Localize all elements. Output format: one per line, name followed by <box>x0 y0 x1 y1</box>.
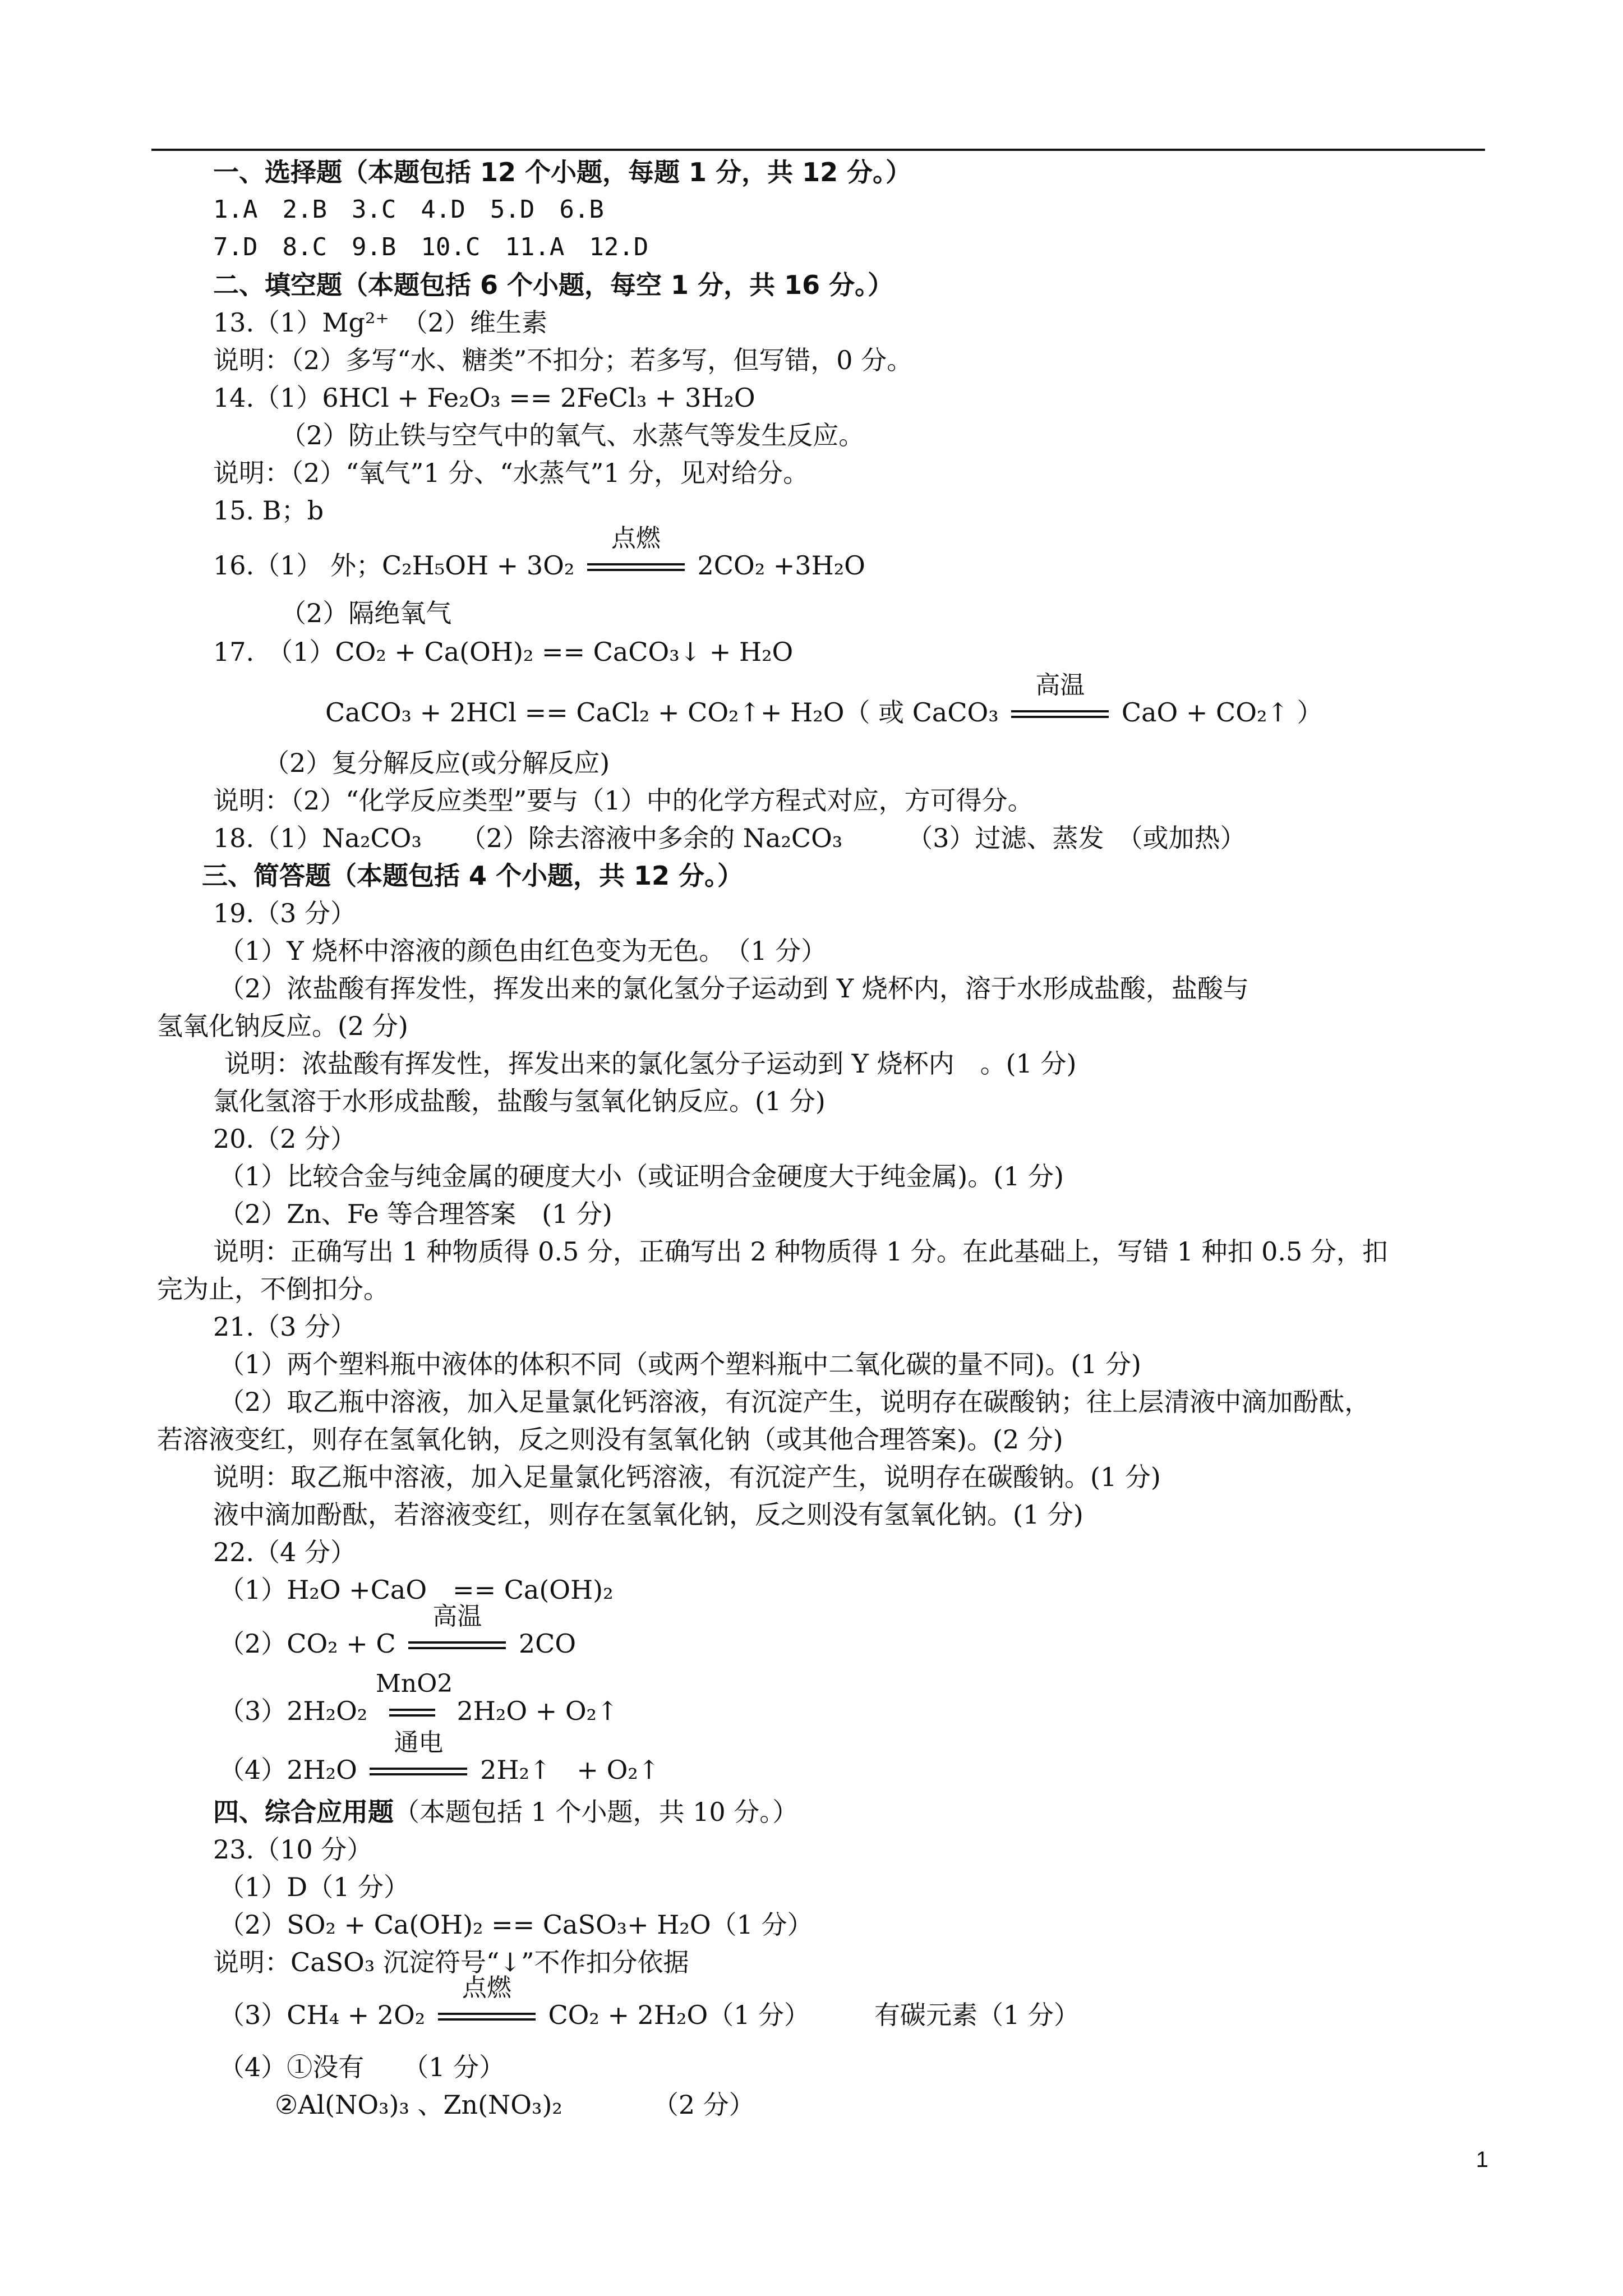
q15: 15. B；b <box>213 495 324 526</box>
q23-part1: （1）D（1 分） <box>219 1872 410 1902</box>
q23-part3 <box>219 1973 1080 2032</box>
reaction-condition: 点燃 <box>462 1973 511 2002</box>
q19-part2-line2: 氢氧化钠反应。(2 分) <box>157 1011 408 1041</box>
q22-eq1: （1）H₂O +CaO == Ca(OH)₂ <box>219 1575 614 1605</box>
q14-part1: 14.（1）6HCl + Fe₂O₃ == 2FeCl₃ + 3H₂O <box>213 383 755 413</box>
reaction-condition: MnO2 <box>375 1669 453 1698</box>
q19-note-line2: 氯化氢溶于水形成盐酸，盐酸与氢氧化钠反应。(1 分) <box>213 1086 826 1116</box>
q20-note-line2: 完为止，不倒扣分。 <box>157 1274 389 1304</box>
q17-note: 说明：（2）“化学反应类型”要与（1）中的化学方程式对应，方可得分。 <box>213 785 1034 816</box>
section-1-title: 一、选择题（本题包括 12 个小题，每题 1 分，共 12 分。） <box>213 157 912 187</box>
q17-lhs: CaCO₃ + 2HCl == CaCl₂ + CO₂↑+ H₂O（ 或 CaCO₃ <box>325 697 999 728</box>
q21-note-line1: 说明：取乙瓶中溶液，加入足量氯化钙溶液，有沉淀产生，说明存在碳酸钠。(1 分) <box>213 1462 1161 1492</box>
q22-eq3-rhs: 2H₂O + O₂↑ <box>457 1696 619 1726</box>
q17-part2: （2）复分解反应(或分解反应) <box>264 748 610 778</box>
q16-part2: （2）隔绝氧气 <box>280 598 452 628</box>
q21-part2-line1: （2）取乙瓶中溶液，加入足量氯化钙溶液，有沉淀产生，说明存在碳酸钠；往上层清液中滴加酚酞， <box>219 1387 1371 1417</box>
reaction-condition: 通电 <box>394 1728 444 1757</box>
reaction-condition: 高温 <box>432 1602 482 1631</box>
q20-part1: （1）比较合金与纯金属的硬度大小（或证明合金硬度大于纯金属)。(1 分) <box>219 1161 1064 1191</box>
q23-note: 说明：CaSO₃ 沉淀符号“↓”不作扣分依据 <box>213 1947 689 1977</box>
q19: 19.（3 分） <box>213 898 357 928</box>
section-2-title: 二、填空题（本题包括 6 个小题，每空 1 分，共 16 分。） <box>213 270 894 300</box>
section-4-heading: 四、综合应用题 <box>213 1797 394 1827</box>
q21-part2-line2: 若溶液变红，则存在氢氧化钠，反之则没有氢氧化钠（或其他合理答案)。(2 分) <box>157 1424 1063 1455</box>
reaction-condition: 高温 <box>1035 671 1085 700</box>
q22-eq4 <box>219 1728 660 1787</box>
q20: 20.（2 分） <box>213 1124 357 1154</box>
q23-part4-answer: ②Al(NO₃)₃ 、Zn(NO₃)₂ （2 分） <box>275 2090 755 2120</box>
page-number: 1 <box>1476 2147 1488 2172</box>
q22-eq4-rhs: 2H₂↑ + O₂↑ <box>480 1755 660 1785</box>
reaction-arrow <box>404 1602 510 1660</box>
q22-eq2-rhs: 2CO <box>518 1628 577 1659</box>
q17-equation-2 <box>325 671 1323 729</box>
q19-part2-line1: （2）浓盐酸有挥发性，挥发出来的氯化氢分子运动到 Y 烧杯内，溶于水形成盐酸，盐酸与 <box>219 973 1249 1004</box>
section-4-title <box>213 1795 798 1829</box>
q22-eq2 <box>219 1602 577 1660</box>
q21-note-line2: 液中滴加酚酞，若溶液变红，则存在氢氧化钠，反之则没有氢氧化钠。(1 分) <box>213 1499 1083 1530</box>
q16-equation <box>213 524 865 582</box>
q17-part1: 17. （1）CO₂ + Ca(OH)₂ == CaCO₃↓ + H₂O <box>213 637 794 667</box>
answers-row-1: 1.A 2.B 3.C 4.D 5.D 6.B <box>213 195 604 224</box>
reaction-arrow <box>1007 671 1113 729</box>
q23: 23.（10 分） <box>213 1834 373 1865</box>
q14-part2: （2）防止铁与空气中的氧气、水蒸气等发生反应。 <box>280 420 865 450</box>
q19-part1: （1）Y 烧杯中溶液的颜色由红色变为无色。 （1 分） <box>219 936 827 966</box>
q14-note: 说明：（2）“氧气”1 分、“水蒸气”1 分，见对给分。 <box>213 458 809 488</box>
reaction-arrow <box>375 1669 453 1728</box>
q16-lhs: 16.（1） 外；C₂H₅OH + 3O₂ <box>213 550 575 581</box>
q21: 21.（3 分） <box>213 1312 357 1342</box>
q23-part4: （4）①没有 （1 分） <box>219 2052 505 2082</box>
q22-eq2-lhs: （2）CO₂ + C <box>219 1628 396 1659</box>
section-3-title: 三、简答题（本题包括 4 个小题，共 12 分。） <box>202 861 744 891</box>
q22-eq3-lhs: （3）2H₂O₂ <box>219 1696 368 1726</box>
q18: 18.（1）Na₂CO₃ （2）除去溶液中多余的 Na₂CO₃ （3）过滤、蒸发 （或加热） <box>213 823 1246 853</box>
reaction-condition: 点燃 <box>611 524 661 553</box>
q19-note-line1: 说明：浓盐酸有挥发性，挥发出来的氯化氢分子运动到 Y 烧杯内 。(1 分) <box>224 1048 1077 1079</box>
q16-rhs: 2CO₂ +3H₂O <box>697 550 865 581</box>
q22-eq4-lhs: （4）2H₂O <box>219 1755 357 1785</box>
reaction-arrow <box>583 524 689 582</box>
q21-part1: （1）两个塑料瓶中液体的体积不同（或两个塑料瓶中二氧化碳的量不同)。(1 分) <box>219 1349 1141 1379</box>
reaction-arrow <box>365 1728 472 1787</box>
q22: 22.（4 分） <box>213 1537 357 1567</box>
header-rule <box>151 149 1485 151</box>
q23-part2: （2）SO₂ + Ca(OH)₂ == CaSO₃+ H₂O（1 分） <box>219 1910 813 1940</box>
q23-eq-lhs: （3）CH₄ + 2O₂ <box>219 2000 426 2030</box>
q20-part2: （2）Zn、Fe 等合理答案 (1 分) <box>219 1199 612 1229</box>
reaction-arrow <box>434 1973 540 2032</box>
section-4-subtitle: （本题包括 1 个小题，共 10 分。） <box>394 1797 799 1827</box>
q20-note-line1: 说明：正确写出 1 种物质得 0.5 分，正确写出 2 种物质得 1 分。在此基础上，写错 1 种扣 0.5 分，扣 <box>213 1236 1388 1267</box>
q22-eq3 <box>219 1669 619 1728</box>
q17-rhs: CaO + CO₂↑ ） <box>1121 697 1323 728</box>
answers-row-2: 7.D 8.C 9.B 10.C 11.A 12.D <box>213 233 649 261</box>
q13: 13.（1）Mg²⁺ （2）维生素 <box>213 307 547 338</box>
q13-note: 说明：（2）多写“水、糖类”不扣分；若多写，但写错，0 分。 <box>213 345 913 375</box>
q23-eq-rhs: CO₂ + 2H₂O（1 分） 有碳元素（1 分） <box>548 2000 1080 2030</box>
